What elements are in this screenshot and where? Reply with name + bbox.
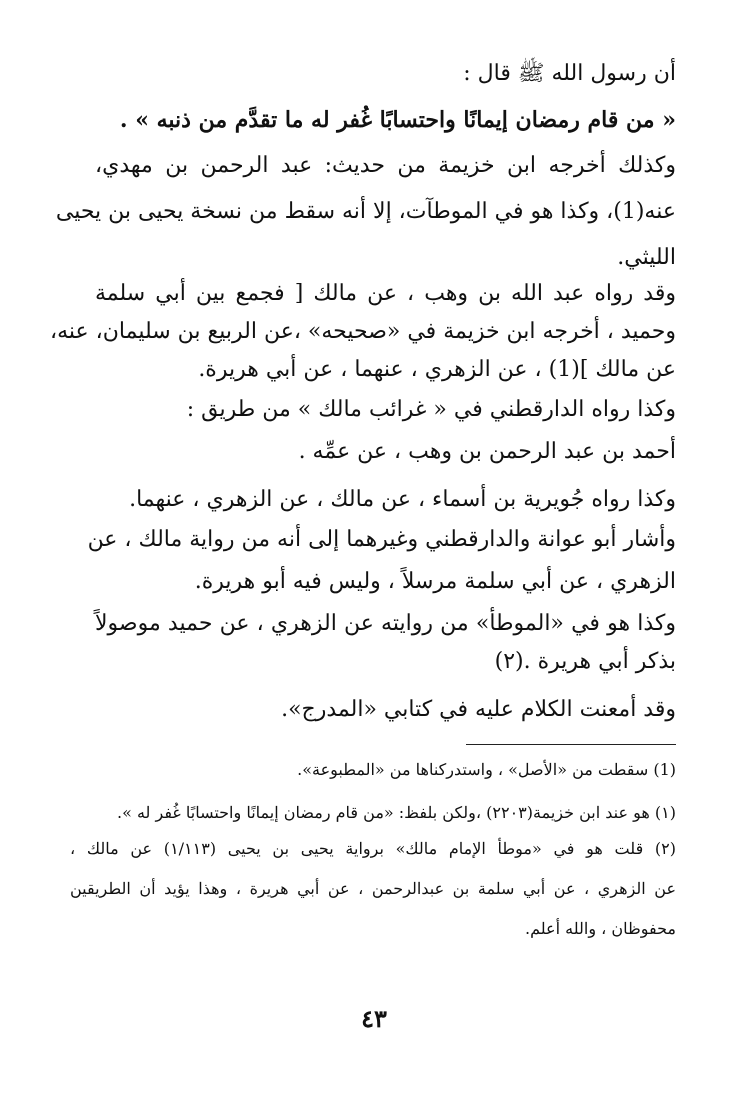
body-line-7: وحميد ، أخرجه ابن خزيمة في «صحيحه» ،عن الربيع بن سليمان، عنه، (49, 319, 676, 344)
body-line-16: وقد أمعنت الكلام عليه في كتابي «المدرج». (281, 697, 676, 722)
footnote-1: (1) سقطت من «الأصل» ، واستدركناها من «المطبوعة». (297, 760, 676, 779)
footnote-separator (466, 744, 676, 745)
body-line-5: الليثي. (617, 245, 676, 270)
body-line-6: وقد رواه عبد الله بن وهب ، عن مالك [ فجمع بين أبي سلمة (95, 281, 676, 306)
footnote-3-line-2: عن الزهري ، عن أبي سلمة بن عبدالرحمن ، عن أبي هريرة ، وهذا يؤيد أن الطريقين (70, 879, 676, 898)
body-line-10: أحمد بن عبد الرحمن بن وهب ، عن عمِّه . (298, 439, 676, 464)
footnote-3-line-3: محفوظان ، والله أعلم. (525, 919, 676, 938)
body-line-4: عنه(1)، وكذا هو في الموطآت، إلا أنه سقط من نسخة يحيى بن يحيى (55, 199, 676, 224)
body-line-14: وكذا هو في «الموطأ» من روايته عن الزهري ، عن حميد موصولاً (95, 611, 676, 636)
body-line-3: وكذلك أخرجه ابن خزيمة من حديث: عبد الرحمن بن مهدي، (95, 153, 676, 178)
body-line-8: عن مالك ](1) ، عن الزهري ، عنهما ، عن أبي هريرة. (198, 357, 676, 382)
footnote-2: (١) هو عند ابن خزيمة(٢٢٠٣) ،ولكن بلفظ: «من قام رمضان إيمانًا واحتسابًا غُفر له ». (116, 803, 676, 822)
body-line-12: وأشار أبو عوانة والدارقطني وغيرهما إلى أنه من رواية مالك ، عن (87, 527, 676, 552)
footnote-3-line-1: (٢) قلت هو في «موطأ الإمام مالك» برواية يحيى بن يحيى (١/١١٣) عن مالك ، (70, 839, 677, 858)
body-line-2-hadith: « من قام رمضان إيمانًا واحتسابًا غُفر له ما تقدَّم من ذنبه » . (119, 107, 676, 133)
body-line-11: وكذا رواه جُويرية بن أسماء ، عن مالك ، عن الزهري ، عنهما. (129, 487, 676, 512)
body-line-15: بذكر أبي هريرة .(٢) (494, 649, 676, 674)
page-number: ٤٣ (361, 1004, 387, 1033)
body-line-9: وكذا رواه الدارقطني في « غرائب مالك » من طريق : (186, 397, 676, 422)
body-line-13: الزهري ، عن أبي سلمة مرسلاً ، وليس فيه أبو هريرة. (194, 569, 676, 594)
body-line-1: أن رسول الله ﷺ قال : (463, 61, 676, 86)
